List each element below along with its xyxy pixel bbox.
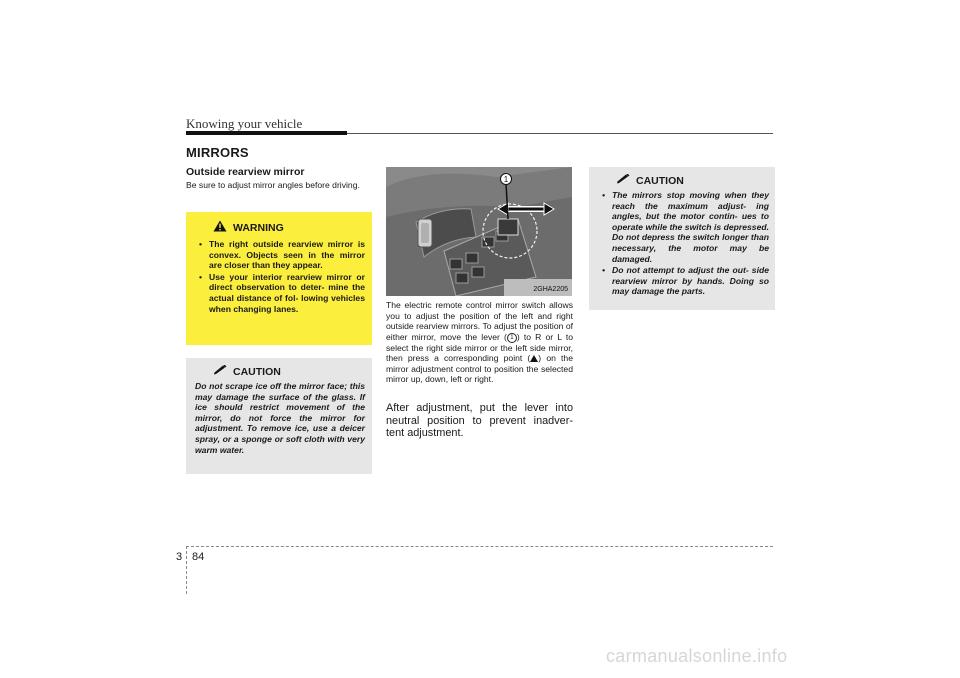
pencil-icon [616, 174, 630, 187]
caution-box-ice [186, 358, 372, 474]
door-panel-illustration [386, 167, 572, 296]
pencil-icon [213, 365, 227, 378]
caution-text: Do not scrape ice off the mirror face; this may damage the surface of the glass. If ice should restrict movement of the mirror, do not force the mirror for adjustment. To remove ice, use a deicer spray, or a sponge or soft cloth with very warm water. [195, 381, 365, 455]
footer-rule [186, 546, 773, 547]
neutral-position-note: After adjustment, put the lever into neutral position to prevent inadver- tent adjustment. [386, 402, 573, 440]
warning-item: • The right outside rearview mirror is convex. Objects seen in the mirror are closer than they appear. [195, 239, 365, 271]
outside-mirror-intro: Be sure to adjust mirror angles before driving. [186, 180, 360, 190]
section-title: MIRRORS [186, 145, 249, 160]
warning-list [195, 239, 365, 314]
chapter-number: 3 [176, 551, 183, 563]
caution-item: • The mirrors stop moving when they reach the maximum adjust- ing angles, but the motor contin- ues to operate while the switch is depressed. Do not depress the switch longer than necessary, the motor may be damaged. [598, 190, 769, 264]
header-title: Knowing your vehicle [186, 116, 303, 131]
watermark: carmanualsonline.info [606, 646, 788, 666]
caution-header [195, 365, 365, 378]
page-number: 84 [192, 551, 205, 563]
warning-box [186, 212, 372, 345]
mirror-switch-figure [386, 167, 572, 296]
lever-callout: 1 [507, 333, 517, 343]
description-part: ) to R or L to select the right side mirror or the left side mirror, then press a corresponding point ( [386, 331, 573, 364]
footer-divider [186, 546, 187, 594]
caution-header [598, 174, 769, 187]
caution-title: CAUTION [233, 365, 281, 378]
caution-list [598, 190, 769, 297]
warning-item: • Use your interior rearview mirror or direct observation to deter- mine the actual distance of fol- lowing vehicles when changing lanes. [195, 272, 365, 314]
header-rule-accent [186, 131, 347, 135]
caution-box-motor [589, 167, 775, 310]
warning-triangle-icon [213, 220, 227, 235]
description-part: ) on the mirror adjustment control to position the selected mirror up, down, left or right. [386, 353, 573, 385]
caution-title: CAUTION [636, 174, 684, 187]
caution-item: • Do not attempt to adjust the out- side rearview mirror by hands. Doing so may damage the parts. [598, 265, 769, 297]
figure-code: 2GHA2205 [533, 286, 568, 293]
mirror-switch-description [386, 300, 573, 385]
figure-callout: 1 [503, 175, 509, 184]
description-part: The electric remote control mirror switch allows you to adjust the position of the left and right outside rearview mirrors. To adjust the position of either mirror, move the lever ( [386, 300, 573, 342]
warning-header [195, 220, 365, 235]
outside-mirror-heading: Outside rearview mirror [186, 166, 305, 178]
warning-title: WARNING [233, 221, 284, 234]
